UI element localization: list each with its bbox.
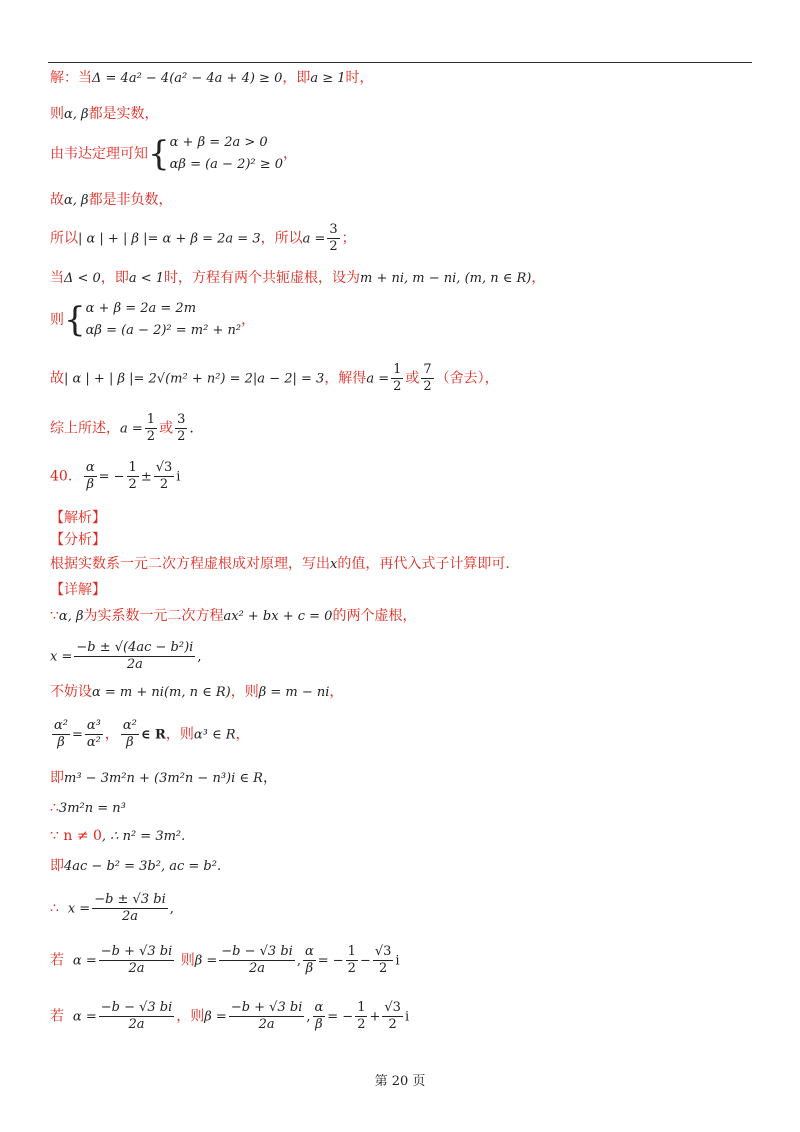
detail-line-2: x = $\frac{\text{−b ± √(4ac − b²)i}}{2a}$ , <box>50 640 202 672</box>
solution-line-8: 故| α | + | β |= 2√(m² + n²) = 2|a − 2| = 3，解得a = $\frac{1}{2}$ 或 $\frac{7}{2}$ （舍去）， <box>50 362 499 394</box>
solution-line-1: 解：当Δ = 4a² − 4(a² − 4a + 4) ≥ 0，即a ≥ 1时， <box>50 70 374 86</box>
detail-line-8: 即4ac − b² = 3b², ac = b². <box>50 858 222 874</box>
detail-line-6: ∴3m²n = n³ <box>50 800 126 816</box>
section-jiexi: 【解析】 <box>50 510 106 526</box>
detail-line-7: ∵ n ≠ 0, ∴ n² = 3m². <box>50 828 186 844</box>
solution-line-6: 当Δ < 0，即a < 1时，方程有两个共轭虚根，设为m + ni, m − ni, (m, n ∈ R)， <box>50 270 546 286</box>
detail-line-3: 不妨设α = m + ni(m, n ∈ R)，则β = m − ni， <box>50 684 344 700</box>
solution-line-3: 由韦达定理可知{ α + β = 2a > 0 αβ = (a − 2)² ≥ 0 ， <box>50 134 298 174</box>
solution-line-4: 故α, β都是非负数， <box>50 192 173 208</box>
section-xiangjie: 【详解】 <box>50 582 106 598</box>
solution-line-5: 所以| α | + | β |= α + β = 2a = 3，所以a = $\frac{3}{2}$ ； <box>50 222 356 254</box>
solution-line-9: 综上所述，a = $\frac{1}{2}$ 或 $\frac{3}{2}$ . <box>50 412 194 444</box>
detail-line-1: ∵α, β为实系数一元二次方程ax² + bx + c = 0的两个虚根， <box>50 608 417 624</box>
question-40: 40． $\frac{\alpha}{\beta}$ = − $\frac{1}{2}$ ± $\frac{√3}{2}$ i <box>50 460 181 492</box>
page-number: 第 20 页 <box>374 1074 426 1089</box>
detail-line-9: ∴ x = $\frac{-b \pm √3 bi}{2a}$ , <box>50 892 174 924</box>
analysis-text: 根据实数系一元二次方程虚根成对原理，写出x的值，再代入式子计算即可. <box>50 556 510 572</box>
section-fenxi: 【分析】 <box>50 532 106 548</box>
solution-line-7: 则{ α + β = 2a = 2m αβ = (a − 2)² = m² + n² ， <box>50 300 256 340</box>
detail-line-10: 若 α = $\frac{-b + √3 bi}{2a}$ 则β = $\frac{-b - √3 bi}{2a}$ , $\frac{\alpha}{\beta}$ = − $\frac{1}{2}$ − $\frac{√3}{2}$ i <box>50 944 400 976</box>
detail-line-5: 即m³ − 3m²n + (3m²n − n³)i ∈ R， <box>50 770 277 786</box>
detail-line-4: $\frac{\text{α²}}{\beta}$ = $\frac{\text{α³}}{\text{α²}}$ ， $\frac{\text{α²}}{\beta}$ ∈ R，则α³ ∈ R， <box>54 718 250 750</box>
solution-line-2: 则α, β都是实数， <box>50 106 159 122</box>
header-rule <box>48 62 752 63</box>
detail-line-11: 若 α = $\frac{-b - √3 bi}{2a}$ ，则β = $\frac{-b + √3 bi}{2a}$ , $\frac{\alpha}{\beta}$ = − $\frac{1}{2}$ + $\frac{√3}{2}$ i <box>50 1000 410 1032</box>
